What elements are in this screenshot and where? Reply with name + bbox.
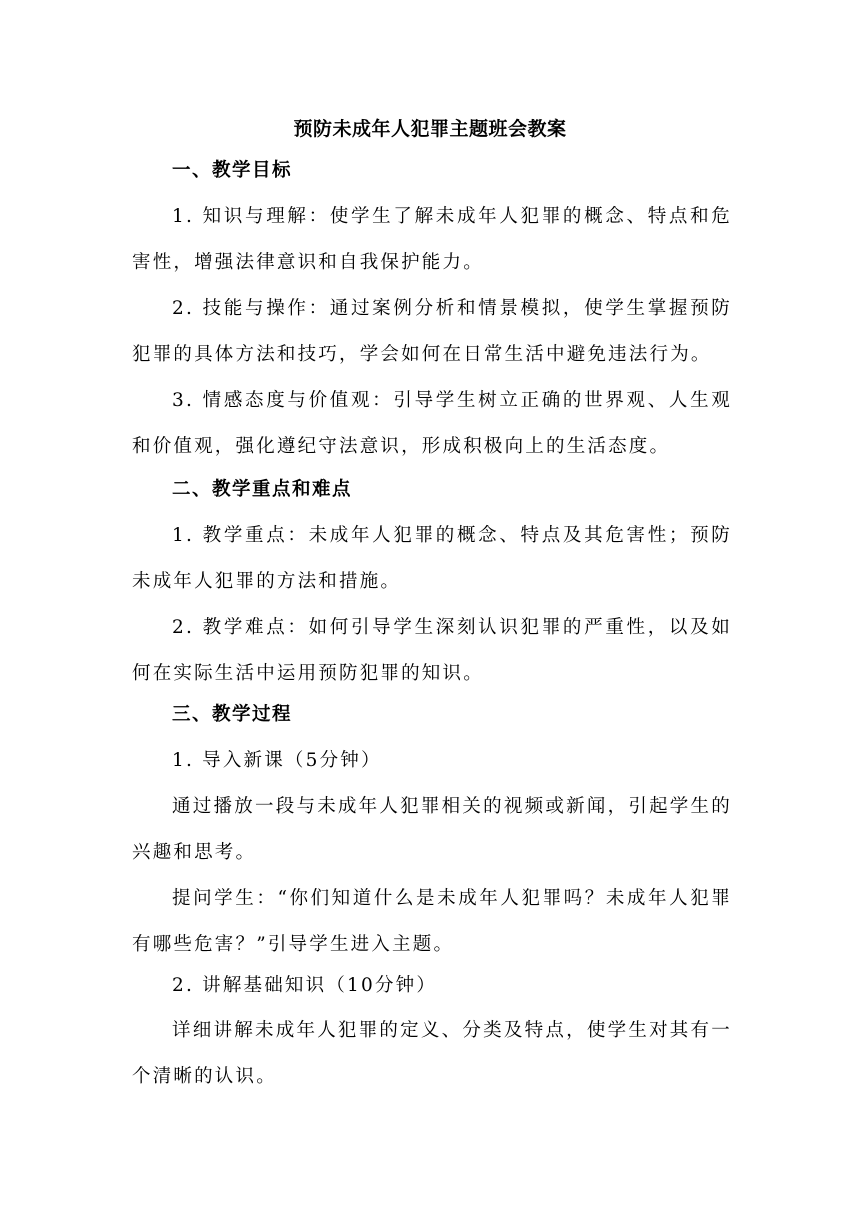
paragraph-process-step-2-detail: 详细讲解未成年人犯罪的定义、分类及特点，使学生对其有一个清晰的认识。	[132, 1020, 732, 1087]
paragraph-key-point-1: 1. 教学重点：未成年人犯罪的概念、特点及其危害性；预防未成年人犯罪的方法和措施。	[132, 525, 732, 592]
document-title: 预防未成年人犯罪主题班会教案	[293, 118, 567, 140]
paragraph-process-step-1: 1. 导入新课（5分钟）	[172, 750, 382, 771]
section-heading-key-points: 二、教学重点和难点	[172, 479, 353, 500]
paragraph-key-point-2: 2. 教学难点：如何引导学生深刻认识犯罪的严重性，以及如何在实际生活中运用预防犯罪的知识。	[132, 617, 732, 684]
paragraph-objective-2: 2. 技能与操作：通过案例分析和情景模拟，使学生掌握预防犯罪的具体方法和技巧，学会如何在日常生活中避免违法行为。	[132, 298, 732, 365]
paragraph-objective-1: 1. 知识与理解：使学生了解未成年人犯罪的概念、特点和危害性，增强法律意识和自我保护能力。	[132, 206, 732, 273]
paragraph-objective-3: 3. 情感态度与价值观：引导学生树立正确的世界观、人生观和价值观，强化遵纪守法意识，形成积极向上的生活态度。	[132, 390, 732, 457]
section-heading-objectives: 一、教学目标	[172, 160, 293, 181]
paragraph-process-step-2: 2. 讲解基础知识（10分钟）	[172, 975, 438, 996]
paragraph-process-step-1-detail-b: 提问学生：“你们知道什么是未成年人犯罪吗？未成年人犯罪有哪些危害？”引导学生进入主题。	[132, 888, 732, 955]
section-heading-process: 三、教学过程	[172, 704, 293, 725]
paragraph-process-step-1-detail-a: 通过播放一段与未成年人犯罪相关的视频或新闻，引起学生的兴趣和思考。	[132, 796, 732, 863]
